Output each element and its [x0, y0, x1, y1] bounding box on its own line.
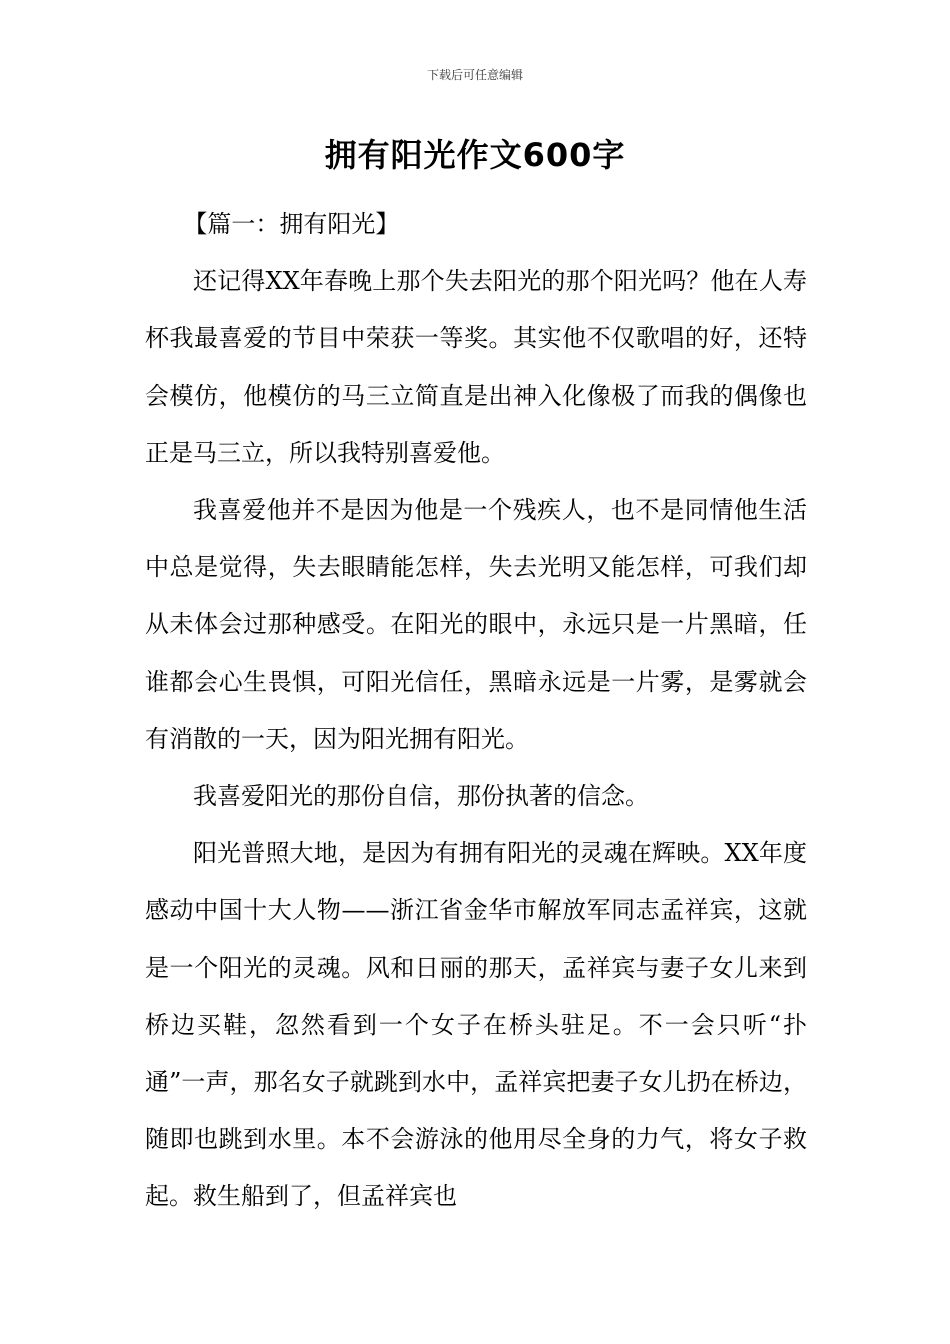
paragraph: 我喜爱阳光的那份自信，那份执著的信念。 — [193, 782, 649, 811]
section-heading: 【篇一：拥有阳光】 — [183, 210, 400, 238]
paragraph: 阳光普照大地，是因为有拥有阳光的灵魂在辉映。XX年度感动中国十大人物——浙江省金华市解放军同志孟祥宾，这就是一个阳光的灵魂。风和日丽的那天，孟祥宾与妻子女儿来到桥边买鞋，忽然看到一个女子在桥头驻足。不一会只听“扑通”一声，那名女子就跳到水中，孟祥宾把妻子女儿扔在桥边，随即也跳到水里。本不会游泳的他用尽全身的力气，将女子救起。救生船到了，但孟祥宾也 — [145, 839, 807, 1211]
paragraph: 还记得XX年春晚上那个失去阳光的那个阳光吗？他在人寿杯我最喜爱的节目中荣获一等奖。其实他不仅歌唱的好，还特会模仿，他模仿的马三立简直是出神入化像极了而我的偶像也正是马三立，所以我特别喜爱他。 — [145, 267, 807, 467]
document-body — [145, 196, 807, 1226]
header-note: 下载后可任意编辑 — [426, 68, 523, 82]
paragraph: 我喜爱他并不是因为他是一个残疾人，也不是同情他生活中总是觉得，失去眼睛能怎样，失去光明又能怎样，可我们却从未体会过那种感受。在阳光的眼中，永远只是一片黑暗，任谁都会心生畏惧，可阳光信任，黑暗永远是一片雾，是雾就会有消散的一天，因为阳光拥有阳光。 — [145, 496, 807, 753]
document-title: 拥有阳光作文600字 — [324, 136, 626, 174]
